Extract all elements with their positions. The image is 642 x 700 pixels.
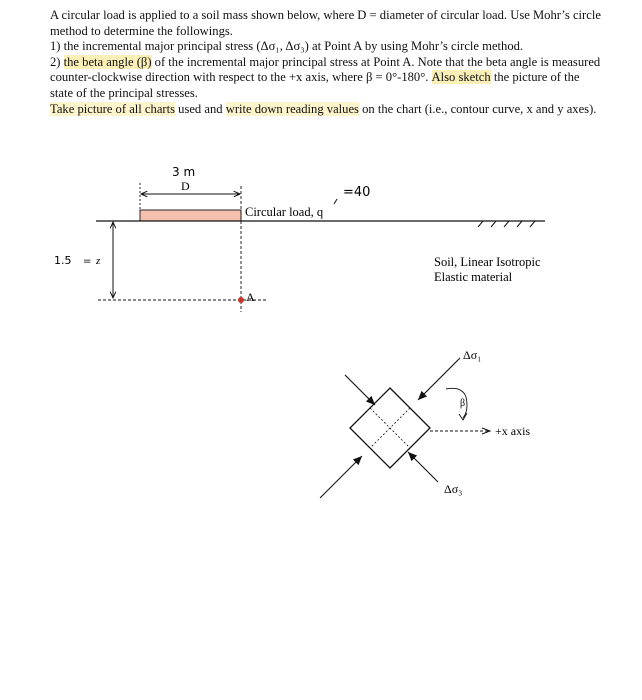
problem-item-1: 1) the incremental major principal stress (Δσ₁, Δσ₃) at Point A by using Mohr’s circle method. <box>50 39 524 54</box>
item-3-mid: used and <box>175 101 226 116</box>
handwritten-load-value: =40 <box>343 185 371 200</box>
sketch-highlight: Also sketch <box>431 70 491 85</box>
sigma1-arrow-lower <box>320 456 362 498</box>
item-3-tail: on the chart (i.e., contour curve, x and y axes). <box>358 101 597 116</box>
circular-load-bar <box>140 210 241 221</box>
item-2-prefix: 2) <box>50 54 64 69</box>
item-2-tail: the picture of the state of the principal stresses. <box>50 70 580 100</box>
item-2-body: of the incremental major principal stress at Point A. Note that the beta angle is measured counter-clockwise direction with respect to the +x axis, where β = 0°-180°. <box>50 54 601 85</box>
x-axis-label: +x axis <box>495 424 531 438</box>
beta-angle-highlight: the beta angle (β) <box>63 54 152 69</box>
beta-label: β <box>460 398 466 409</box>
ground-hatch <box>478 221 535 227</box>
diameter-label: D <box>181 179 190 193</box>
problem-intro: A circular load is applied to a soil mass shown below, where D = diameter of circular load. Use Mohr’s circle method to determine the followings. <box>50 8 601 38</box>
sigma1-arrow-upper <box>418 358 460 400</box>
handwritten-diameter: 3 m <box>172 165 196 179</box>
beta-arc-arrowhead <box>459 413 467 420</box>
handwritten-depth: 1.5 <box>54 254 72 267</box>
depth-label: z <box>96 255 101 267</box>
point-a-label: A <box>246 290 255 304</box>
handwritten-tick <box>334 199 337 204</box>
soil-label-line1: Soil, Linear Isotropic <box>434 255 541 269</box>
sigma3-arrow-lower <box>408 452 438 482</box>
sigma3-arrow-upper <box>345 375 375 405</box>
handwritten-equals: = <box>83 256 92 267</box>
charts-highlight: Take picture of all charts <box>50 101 175 116</box>
soil-label-line2: Elastic material <box>434 270 513 284</box>
point-a-marker <box>238 297 244 303</box>
load-label: Circular load, q <box>245 205 324 219</box>
sigma1-label: Δσ₁ <box>463 348 482 362</box>
sigma3-label: Δσ₃ <box>444 482 463 496</box>
reading-values-highlight: write down reading values <box>225 101 359 116</box>
